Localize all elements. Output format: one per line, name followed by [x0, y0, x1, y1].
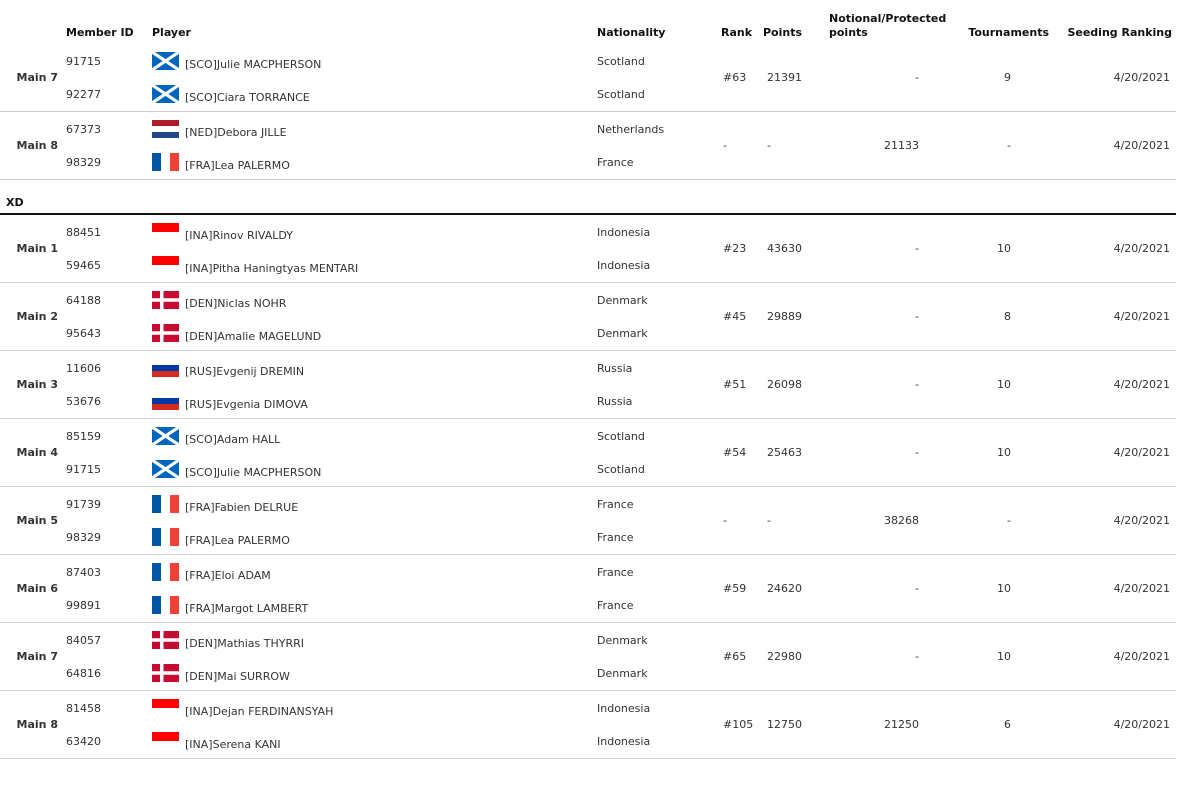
header-tournaments[interactable]: Tournaments [968, 26, 1049, 39]
entry-slot: Main 2 [0, 283, 62, 351]
player-cell [148, 214, 593, 249]
france-flag-icon [152, 596, 179, 614]
entry-points: 12750 [759, 691, 825, 759]
player-cell [148, 623, 593, 658]
entry-notional-points: 21250 [825, 691, 939, 759]
member-id: 91715 [66, 54, 101, 68]
player-cell [148, 317, 593, 351]
player-name-link[interactable]: [SCO]Adam HALL [185, 432, 281, 446]
header-seeding-ranking[interactable]: Seeding Ranking [1067, 26, 1172, 39]
entry-seeding-ranking: 4/20/2021 [1049, 112, 1176, 180]
player-cell [148, 589, 593, 623]
player-cell [148, 351, 593, 386]
entry-seeding-ranking: 4/20/2021 [1049, 419, 1176, 487]
france-flag-icon [152, 153, 179, 171]
entry-points: 26098 [759, 351, 825, 419]
scotland-flag-icon [152, 85, 179, 103]
entry-notional-points: - [825, 351, 939, 419]
player-name-link[interactable]: [FRA]Fabien DELRUE [185, 500, 299, 514]
player-cell [148, 249, 593, 283]
entry-notional-points: - [825, 419, 939, 487]
indonesia-flag-icon [152, 699, 179, 717]
player-name-link[interactable]: [SCO]Julie MACPHERSON [185, 466, 322, 479]
entry-tournaments: 10 [939, 351, 1049, 419]
entry-rank: - [717, 112, 759, 180]
entry-tournaments: 10 [939, 623, 1049, 691]
player-nationality: France [597, 497, 634, 511]
member-id: 98329 [62, 521, 148, 555]
player-name-link[interactable]: [INA]Rinov RIVALDY [185, 228, 293, 242]
player-cell [148, 725, 593, 759]
header-notional-points[interactable]: Notional/Protected points [829, 12, 947, 39]
entry-row-first-player [0, 487, 1176, 522]
section-title: XD [0, 180, 1176, 215]
member-id: 64816 [62, 657, 148, 691]
section-xd [0, 180, 1176, 215]
member-id: 11606 [66, 361, 101, 375]
player-name-link[interactable]: [SCO]Julie MACPHERSON [185, 57, 322, 71]
entry-tournaments: 10 [939, 419, 1049, 487]
entry-row-first-player [0, 555, 1176, 590]
entry-rank: #65 [717, 623, 759, 691]
player-nationality: Denmark [597, 293, 648, 307]
member-id: 84057 [66, 633, 101, 647]
russia-flag-icon [152, 392, 179, 410]
member-id: 91715 [62, 453, 148, 487]
scotland-flag-icon [152, 460, 179, 478]
member-id: 88451 [66, 225, 101, 239]
entry-slot: Main 8 [0, 112, 62, 180]
france-flag-icon [152, 563, 179, 581]
entry-points: - [759, 487, 825, 555]
member-id: 87403 [66, 565, 101, 579]
entry-tournaments: 10 [939, 214, 1049, 283]
player-name-link[interactable]: [DEN]Niclas NOHR [185, 296, 287, 310]
player-cell [148, 487, 593, 522]
group-previous-entries [0, 44, 1176, 180]
entry-tournaments: - [939, 487, 1049, 555]
entry-slot: Main 5 [0, 487, 62, 555]
entry-row-first-player [0, 214, 1176, 249]
member-id: 85159 [66, 429, 101, 443]
entry-points: 22980 [759, 623, 825, 691]
player-nationality: France [593, 146, 717, 180]
member-id: 81458 [66, 701, 101, 715]
scotland-flag-icon [152, 52, 179, 70]
player-cell [148, 691, 593, 726]
entry-seeding-ranking: 4/20/2021 [1049, 351, 1176, 419]
entry-tournaments: - [939, 112, 1049, 180]
entry-row-first-player [0, 283, 1176, 318]
player-cell [148, 657, 593, 691]
member-id: 64188 [66, 293, 101, 307]
entry-notional-points: - [825, 283, 939, 351]
player-name-link[interactable]: [INA]Pitha Haningtyas MENTARI [185, 262, 359, 275]
russia-flag-icon [152, 359, 179, 377]
group-xd-entries [0, 214, 1176, 759]
player-name-link[interactable]: [DEN]Mathias THYRRI [185, 636, 305, 650]
entry-rank: #63 [717, 44, 759, 112]
player-name-link[interactable]: [INA]Serena KANI [185, 738, 281, 751]
player-cell [148, 385, 593, 419]
header-nationality[interactable]: Nationality [597, 26, 666, 39]
entry-rank: #45 [717, 283, 759, 351]
player-nationality: France [597, 565, 634, 579]
player-nationality: France [593, 521, 717, 555]
member-id: 99891 [62, 589, 148, 623]
entry-seeding-ranking: 4/20/2021 [1049, 691, 1176, 759]
player-nationality: Indonesia [593, 725, 717, 759]
member-id: 59465 [62, 249, 148, 283]
player-nationality: Denmark [593, 317, 717, 351]
header-points[interactable]: Points [763, 26, 803, 39]
player-name-link[interactable]: [FRA]Lea PALERMO [185, 159, 290, 172]
entry-slot: Main 7 [0, 44, 62, 112]
table-header [0, 0, 1176, 44]
member-id: 63420 [62, 725, 148, 759]
entry-points: 25463 [759, 419, 825, 487]
player-nationality: Russia [597, 361, 633, 375]
entry-row-first-player [0, 623, 1176, 658]
player-name-link[interactable]: [DEN]Amalie MAGELUND [185, 330, 322, 343]
player-nationality: France [593, 589, 717, 623]
player-name-link[interactable]: [DEN]Mai SURROW [185, 670, 290, 683]
entry-seeding-ranking: 4/20/2021 [1049, 283, 1176, 351]
denmark-flag-icon [152, 291, 179, 309]
player-name-link[interactable]: [FRA]Eloi ADAM [185, 568, 271, 582]
player-nationality: Indonesia [597, 701, 651, 715]
member-id: 98329 [62, 146, 148, 180]
player-nationality: Netherlands [597, 122, 665, 136]
player-name-link[interactable]: [FRA]Lea PALERMO [185, 534, 290, 547]
denmark-flag-icon [152, 631, 179, 649]
entry-tournaments: 9 [939, 44, 1049, 112]
player-cell [148, 555, 593, 590]
entry-tournaments: 10 [939, 555, 1049, 623]
entry-points: 29889 [759, 283, 825, 351]
player-nationality: Denmark [597, 633, 648, 647]
player-cell [148, 112, 593, 147]
player-nationality: Indonesia [593, 249, 717, 283]
player-cell [148, 283, 593, 318]
entry-tournaments: 8 [939, 283, 1049, 351]
entry-row-first-player [0, 351, 1176, 386]
entry-notional-points: - [825, 623, 939, 691]
player-name-link[interactable]: [RUS]Evgenia DIMOVA [185, 398, 308, 411]
entry-notional-points: - [825, 44, 939, 112]
entry-seeding-ranking: 4/20/2021 [1049, 487, 1176, 555]
entry-notional-points: 38268 [825, 487, 939, 555]
entry-points: 21391 [759, 44, 825, 112]
player-nationality: Russia [593, 385, 717, 419]
player-nationality: Denmark [593, 657, 717, 691]
player-cell [148, 146, 593, 180]
entry-row-first-player [0, 419, 1176, 454]
player-name-link[interactable]: [RUS]Evgenij DREMIN [185, 364, 305, 378]
member-id: 95643 [62, 317, 148, 351]
entry-rank: - [717, 487, 759, 555]
entry-row-first-player [0, 691, 1176, 726]
france-flag-icon [152, 528, 179, 546]
entry-slot: Main 3 [0, 351, 62, 419]
entry-row-first-player [0, 44, 1176, 78]
player-nationality: Scotland [593, 78, 717, 112]
player-name-link[interactable]: [SCO]Ciara TORRANCE [185, 91, 310, 104]
entry-row-first-player [0, 112, 1176, 147]
entry-slot: Main 4 [0, 419, 62, 487]
player-cell [148, 419, 593, 454]
player-name-link[interactable]: [INA]Dejan FERDINANSYAH [185, 704, 334, 718]
entry-notional-points: - [825, 555, 939, 623]
denmark-flag-icon [152, 324, 179, 342]
member-id: 53676 [62, 385, 148, 419]
player-name-link[interactable]: [FRA]Margot LAMBERT [185, 602, 309, 615]
netherlands-flag-icon [152, 120, 179, 138]
entry-notional-points: 21133 [825, 112, 939, 180]
denmark-flag-icon [152, 664, 179, 682]
entry-slot: Main 6 [0, 555, 62, 623]
scotland-flag-icon [152, 427, 179, 445]
player-nationality: Scotland [593, 453, 717, 487]
section-header-row [0, 180, 1176, 215]
entry-tournaments: 6 [939, 691, 1049, 759]
entry-seeding-ranking: 4/20/2021 [1049, 623, 1176, 691]
entry-rank: #54 [717, 419, 759, 487]
indonesia-flag-icon [152, 223, 179, 241]
entry-slot: Main 8 [0, 691, 62, 759]
entry-rank: #105 [717, 691, 759, 759]
player-cell [148, 78, 593, 112]
entry-points: 43630 [759, 214, 825, 283]
member-id: 67373 [66, 122, 101, 136]
player-cell [148, 521, 593, 555]
entry-rank: #59 [717, 555, 759, 623]
entry-seeding-ranking: 4/20/2021 [1049, 555, 1176, 623]
header-player[interactable]: Player [152, 26, 191, 39]
member-id: 92277 [62, 78, 148, 112]
header-rank[interactable]: Rank [721, 26, 753, 39]
entry-points: - [759, 112, 825, 180]
entry-rank: #23 [717, 214, 759, 283]
entry-rank: #51 [717, 351, 759, 419]
header-member-id[interactable]: Member ID [66, 26, 134, 39]
entry-seeding-ranking: 4/20/2021 [1049, 214, 1176, 283]
player-cell [148, 453, 593, 487]
indonesia-flag-icon [152, 256, 179, 274]
player-nationality: Scotland [597, 429, 645, 443]
entry-points: 24620 [759, 555, 825, 623]
player-cell [148, 44, 593, 78]
player-name-link[interactable]: [NED]Debora JILLE [185, 125, 287, 139]
player-nationality: Scotland [597, 54, 645, 68]
entry-notional-points: - [825, 214, 939, 283]
entry-slot: Main 1 [0, 214, 62, 283]
entry-slot: Main 7 [0, 623, 62, 691]
player-nationality: Indonesia [597, 225, 651, 239]
header-slot [0, 0, 62, 44]
france-flag-icon [152, 495, 179, 513]
indonesia-flag-icon [152, 732, 179, 750]
entry-seeding-ranking: 4/20/2021 [1049, 44, 1176, 112]
member-id: 91739 [66, 497, 101, 511]
